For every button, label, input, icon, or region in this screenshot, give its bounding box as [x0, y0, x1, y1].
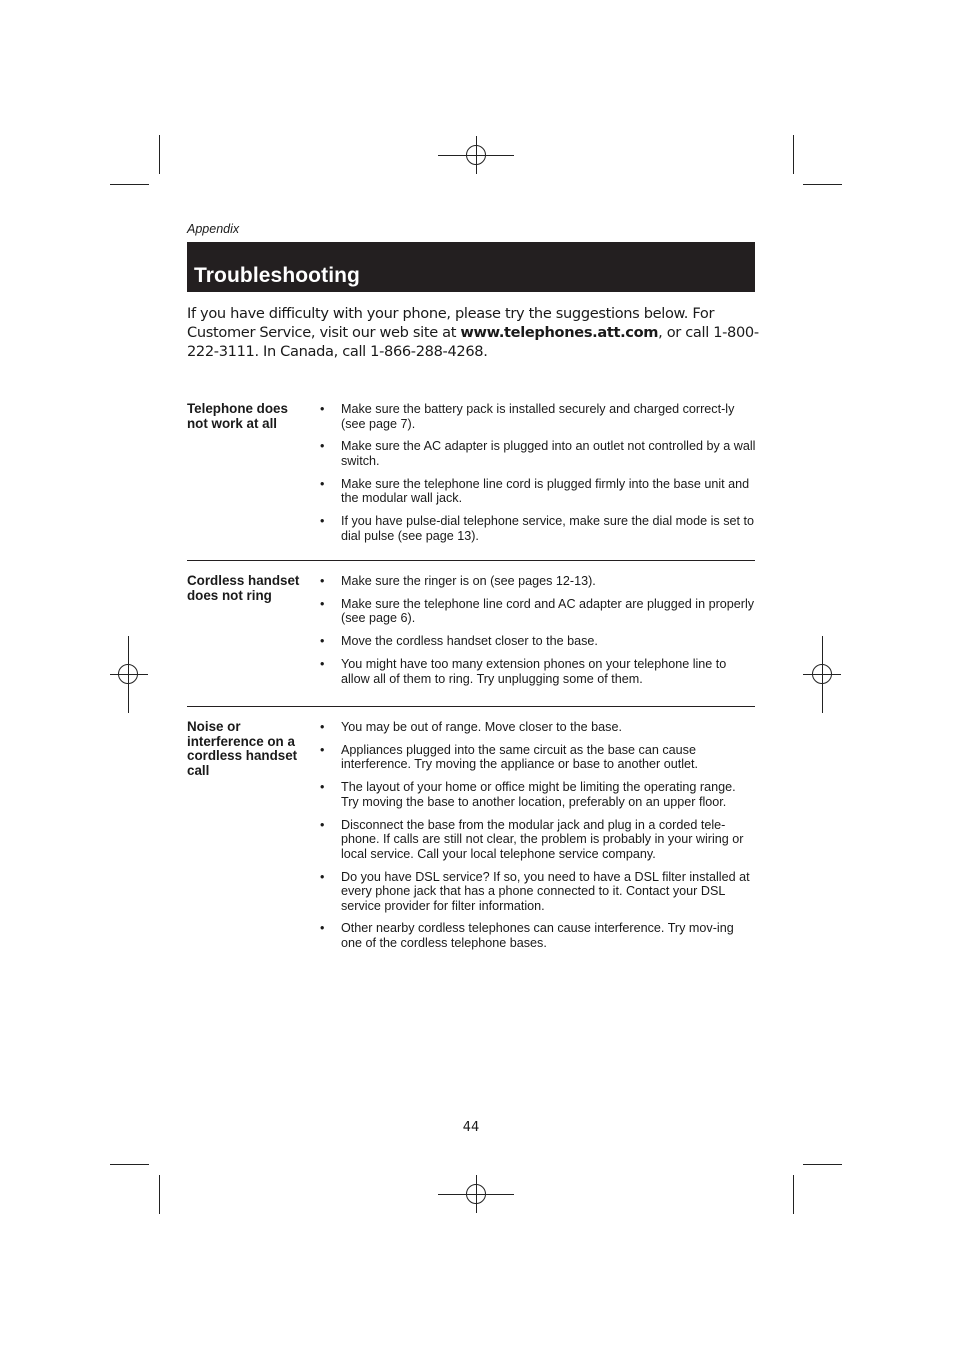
- list-item: • Make sure the telephone line cord is plugged firmly into the base unit and the modular wall jack.: [320, 477, 756, 506]
- divider: [187, 560, 755, 561]
- list-item: • You might have too many extension phones on your telephone line to allow all of them to ring. Try unplugging some of them.: [320, 657, 756, 686]
- suggestion-list: [320, 720, 756, 959]
- intro-text: If you have difficulty with your phone, please try the suggestions below. For Customer Service, visit our web site at: [187, 305, 715, 341]
- list-item: • Make sure the telephone line cord and AC adapter are plugged in properly (see page 6).: [320, 597, 756, 626]
- list-item: • Other nearby cordless telephones can cause interference. Try mov-ing one of the cordless telephone bases.: [320, 921, 756, 950]
- list-item: • Do you have DSL service? If so, you need to have a DSL filter installed at every phone jack that has a phone connected to it. Contact your DSL service provider for filter information.: [320, 870, 756, 914]
- list-item: • Move the cordless handset closer to the base.: [320, 634, 756, 649]
- list-item: • Appliances plugged into the same circuit as the base can cause interference. Try moving the appliance or base to another outlet.: [320, 743, 756, 772]
- page-number: 44: [462, 1120, 480, 1135]
- section-heading: Telephone does not work at all: [187, 401, 288, 431]
- list-item: • Make sure the AC adapter is plugged into an outlet not controlled by a wall switch.: [320, 439, 756, 468]
- page-title: Troubleshooting: [194, 264, 360, 287]
- intro-text-end: , or call 1-800-222-3111. In Canada, call 1-866-288-4268.: [187, 324, 759, 360]
- list-item: • The layout of your home or office might be limiting the operating range. Try moving the base to another location, preferably on an upper floor.: [320, 780, 756, 809]
- list-item: • Make sure the ringer is on (see pages 12-13).: [320, 574, 756, 589]
- list-item: • You may be out of range. Move closer to the base.: [320, 720, 756, 735]
- intro-paragraph: [187, 304, 759, 361]
- section-label: Appendix: [187, 222, 240, 236]
- list-item: • If you have pulse-dial telephone service, make sure the dial mode is set to dial pulse (see page 13).: [320, 514, 756, 543]
- list-item: • Make sure the battery pack is installed securely and charged correct-ly (see page 7).: [320, 402, 756, 431]
- section-heading: Cordless handset does not ring: [187, 573, 300, 603]
- title-bar: [187, 242, 755, 292]
- suggestion-list: [320, 402, 756, 552]
- divider: [187, 706, 755, 707]
- section-heading: Noise or interference on a cordless handset call: [187, 719, 298, 778]
- list-item: • Disconnect the base from the modular jack and plug in a corded tele-phone. If calls are still not clear, the problem is probably in your wiring or local service. Call your local telephone service company.: [320, 818, 756, 862]
- website-link: www.telephones.att.com: [460, 324, 659, 341]
- suggestion-list: [320, 574, 756, 694]
